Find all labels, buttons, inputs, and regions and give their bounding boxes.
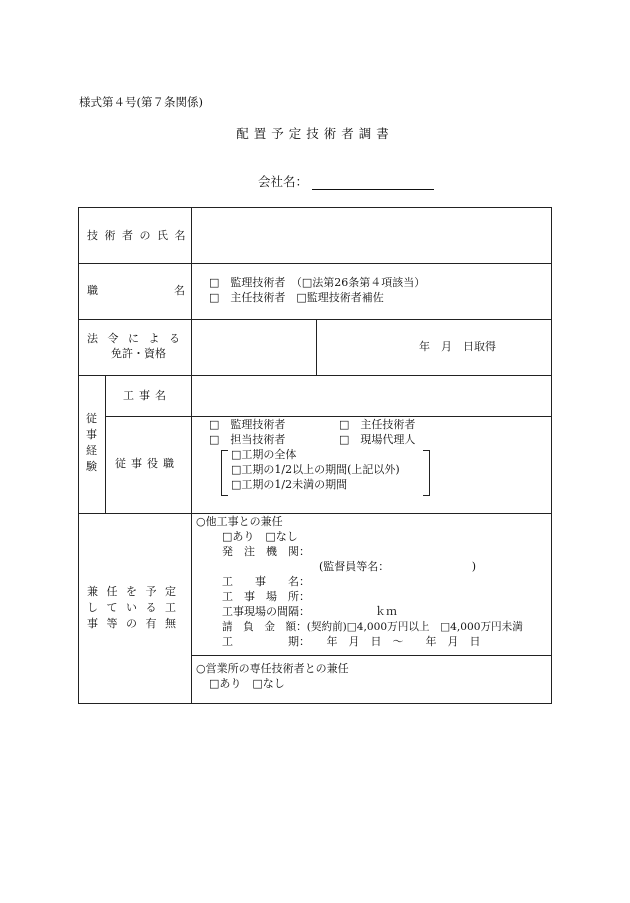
- period-bracket-right: [423, 450, 430, 496]
- concurrent-office-yesno: □あり □なし: [209, 677, 285, 690]
- field-orderer: 発 注 機 関：: [222, 545, 310, 558]
- row-divider: [79, 375, 551, 376]
- row-divider: [191, 655, 551, 656]
- label-concurrent-line2: している工: [87, 601, 185, 614]
- field-work-name: 工 事 名：: [222, 575, 310, 588]
- field-term: 工 期： 年 月 日 ～ 年 月 日: [222, 635, 481, 648]
- label-experience-char: 事: [86, 428, 97, 441]
- column-divider: [191, 208, 192, 703]
- field-distance-unit: ｋｍ: [375, 605, 397, 618]
- period-option-less-than-half: □工期の1/2未満の期間: [231, 478, 348, 491]
- role-option-chief-engineer: □ 主任技術者: [339, 418, 416, 431]
- field-supervisor: (監督員等名： ): [319, 560, 477, 573]
- label-concurrent-line3: 事等の有無: [87, 617, 185, 630]
- position-options-line2: □ 主任技術者 □監理技術者補佐: [209, 291, 384, 304]
- label-license-line2: 免許・資格: [111, 347, 166, 360]
- concurrent-office: ○営業所の専任技術者との兼任: [196, 662, 349, 675]
- license-acquired-date: 年 月 日取得: [419, 340, 496, 353]
- label-experience-char: 験: [86, 460, 97, 473]
- column-divider: [316, 319, 317, 375]
- period-bracket-left: [221, 450, 228, 496]
- label-experience-char: 経: [86, 444, 97, 457]
- row-divider: [79, 263, 551, 264]
- field-work-place: 工 事 場 所：: [222, 590, 310, 603]
- row-divider: [79, 319, 551, 320]
- label-license-line1: 法令による: [87, 332, 190, 345]
- company-name-blank: [312, 177, 434, 190]
- concurrent-other-yesno: □あり □なし: [222, 530, 298, 543]
- role-option-assigned-engineer: □ 担当技術者: [209, 433, 286, 446]
- position-options-line1: □ 監理技術者 （□法第26条第４項該当）: [209, 276, 426, 289]
- label-role: 従事役職: [115, 457, 179, 470]
- field-contract-amount: 請 負 金 額：(契約前)□4,000万円以上 □4,000万円未満: [222, 621, 523, 633]
- label-concurrent-line1: 兼任を予定: [87, 585, 185, 598]
- column-divider: [105, 375, 106, 513]
- label-position-left: 職: [87, 284, 98, 297]
- form-number: 様式第４号(第７条関係): [79, 95, 203, 109]
- company-name-field: [258, 172, 434, 190]
- period-option-full: □工期の全体: [231, 448, 297, 461]
- role-option-site-agent: □ 現場代理人: [339, 433, 416, 446]
- role-option-supervising-engineer: □ 監理技術者: [209, 418, 286, 431]
- period-option-half-or-more: □工期の1/2以上の期間(上記以外): [231, 463, 400, 476]
- label-technician-name: 技術者の氏名: [87, 229, 192, 242]
- document-title: 配置予定技術者調書: [236, 126, 394, 141]
- field-distance: 工事現場の間隔：: [222, 605, 310, 618]
- row-divider: [79, 513, 551, 514]
- concurrent-other-works: ○他工事との兼任: [196, 515, 283, 528]
- company-name-label: 会社名：: [258, 174, 309, 189]
- label-experience-char: 従: [86, 412, 97, 425]
- row-divider: [105, 416, 551, 417]
- label-position-right: 名: [174, 284, 185, 297]
- label-project-name: 工事名: [123, 389, 171, 402]
- form-table: [78, 207, 552, 704]
